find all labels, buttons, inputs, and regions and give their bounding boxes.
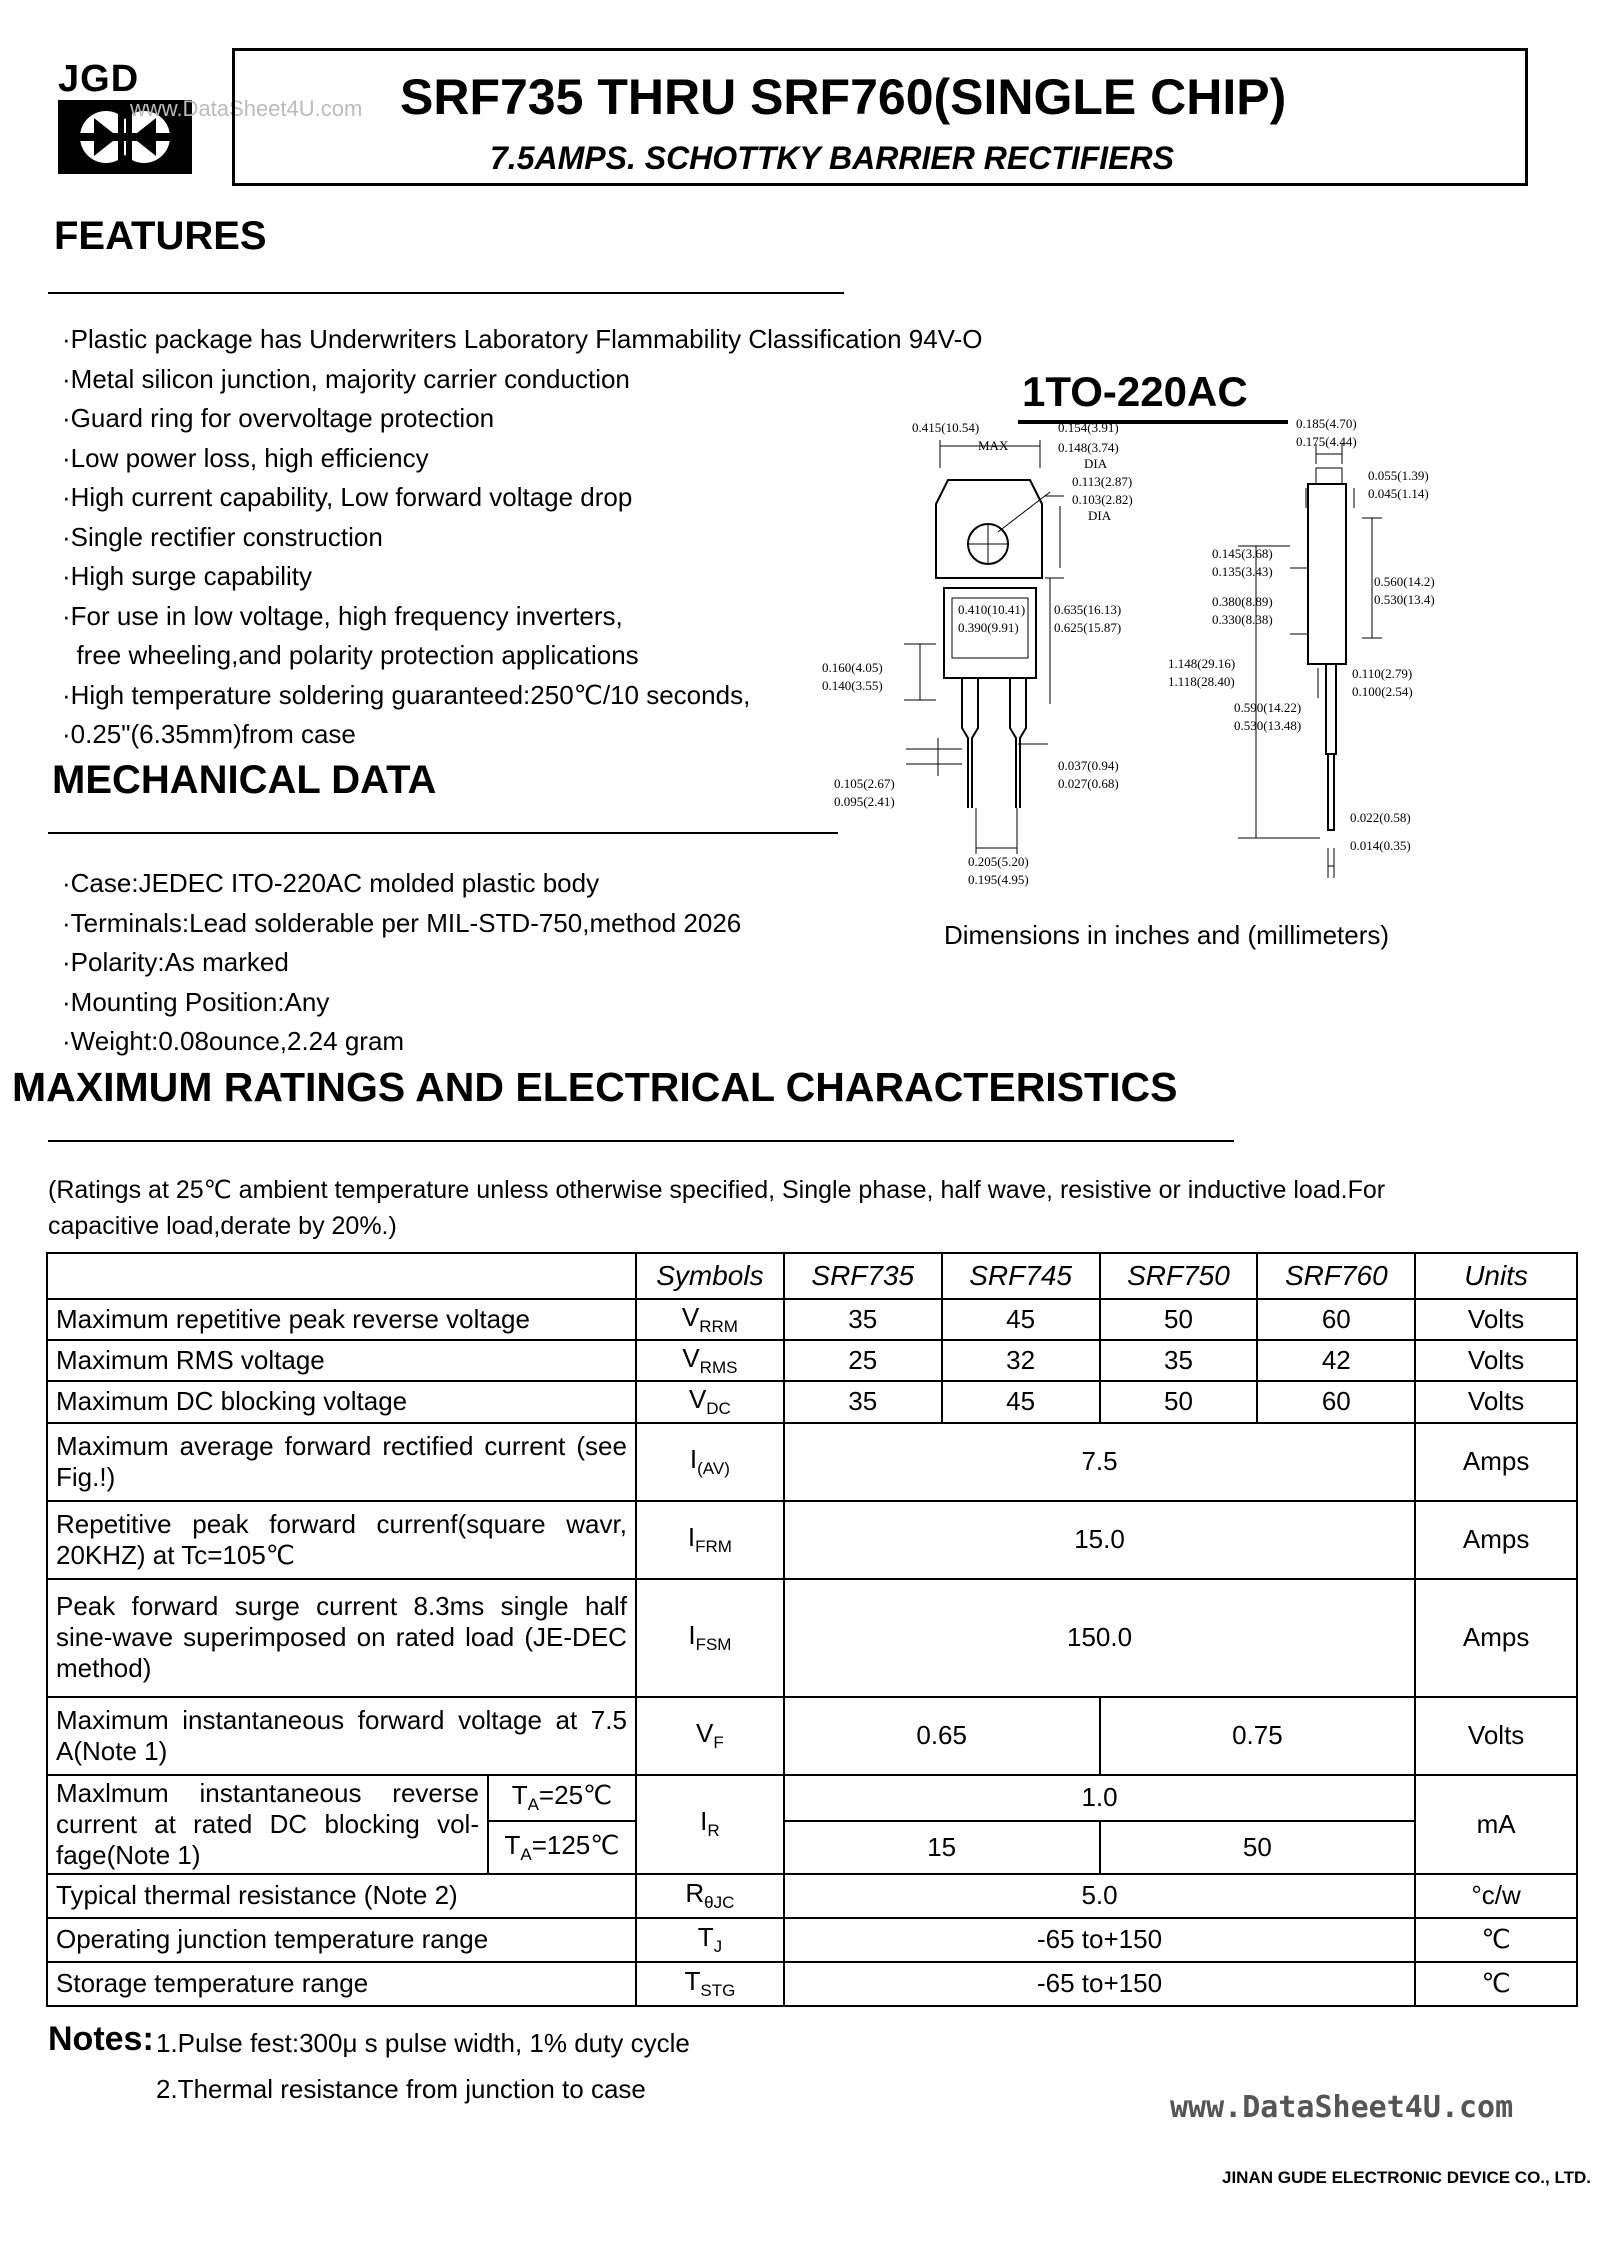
- feature-item: ·Low power loss, high efficiency: [62, 442, 429, 473]
- unit-cell: Volts: [1415, 1381, 1577, 1422]
- symbol-cell: $V_{DC}$: [636, 1381, 784, 1422]
- value-cell: 35: [1100, 1340, 1258, 1381]
- value-cell: 42: [1257, 1340, 1415, 1381]
- symbol-cell: $I_R$: [636, 1775, 784, 1874]
- dim-side-b-min: 0.330(8.38): [1212, 612, 1273, 627]
- ratings-note: (Ratings at 25℃ ambient temperature unless otherwise specified, Single phase, half wave, resistive or inductive load.For capacitive load,derate by 20%.): [48, 1176, 1386, 1240]
- dimension-caption: Dimensions in inches and (millimeters): [944, 920, 1390, 950]
- unit-cell: °c/w: [1415, 1874, 1577, 1918]
- dim-lead-span-min: 0.195(4.95): [968, 872, 1029, 887]
- param-cell: Maxlmum instantaneous reverse current at rated DC blocking vol-fage(Note 1): [47, 1775, 488, 1874]
- symbol-cell: $I_{(AV)}$: [636, 1423, 784, 1501]
- dim-body-width: 0.410(10.41): [958, 602, 1026, 617]
- param-cell: Maximum repetitive peak reverse voltage: [47, 1299, 636, 1340]
- mechanical-list: [62, 864, 741, 1062]
- condition-cell: $T_A=125℃$: [488, 1821, 636, 1874]
- dim-side-height-min: 0.530(13.4): [1374, 592, 1435, 607]
- value-cell: 0.65: [784, 1697, 1100, 1775]
- mechanical-item: ·Polarity:As marked: [62, 947, 289, 977]
- dim-tab-height: 0.160(4.05): [822, 660, 883, 675]
- feature-item: ·0.25"(6.35mm)from case: [62, 719, 356, 749]
- dim-tab-height-min: 0.140(3.55): [822, 678, 883, 693]
- feature-item: ·High surge capability: [62, 561, 313, 591]
- param-cell: Maximum DC blocking voltage: [47, 1381, 636, 1422]
- logo-text: JGD: [58, 58, 140, 100]
- param-cell: Maximum instantaneous forward voltage at 7.5 A(Note 1): [47, 1697, 636, 1775]
- value-cell: 15: [784, 1821, 1100, 1874]
- table-header-row: [47, 1253, 1577, 1299]
- value-cell: -65 to+150: [784, 1918, 1415, 1962]
- table-row: [47, 1918, 1577, 1962]
- watermark-top: www.DataSheet4U.com: [130, 96, 363, 121]
- value-cell: 7.5: [784, 1423, 1415, 1501]
- value-cell: 50: [1100, 1299, 1258, 1340]
- table-row: [47, 1381, 1577, 1422]
- table-row: [47, 1579, 1577, 1697]
- value-cell: 25: [784, 1340, 942, 1381]
- param-cell: Maximum average forward rectified current (see Fig.!): [47, 1423, 636, 1501]
- dim-body-height-min: 0.625(15.87): [1054, 620, 1122, 635]
- page-title: SRF735 THRU SRF760(SINGLE CHIP): [400, 69, 1287, 125]
- symbol-cell: $V_F$: [636, 1697, 784, 1775]
- param-cell: Peak forward surge current 8.3ms single half sine-wave superimposed on rated load (JE-DEC method): [47, 1579, 636, 1697]
- value-cell: 50: [1100, 1821, 1416, 1874]
- symbol-cell: $T_J$: [636, 1918, 784, 1962]
- unit-cell: Amps: [1415, 1423, 1577, 1501]
- param-cell: Repetitive peak forward currenf(square wavr, 20KHZ) at Tc=105℃: [47, 1501, 636, 1579]
- col-header-srf750: SRF750: [1100, 1253, 1258, 1299]
- unit-cell: Amps: [1415, 1501, 1577, 1579]
- table-row: [47, 1423, 1577, 1501]
- table-row: [47, 1340, 1577, 1381]
- param-cell: Typical thermal resistance (Note 2): [47, 1874, 636, 1918]
- symbol-cell: $V_{RMS}$: [636, 1340, 784, 1381]
- features-heading: FEATURES: [54, 214, 267, 258]
- feature-item: ·Plastic package has Underwriters Laboratory Flammability Classification 94V-O: [62, 324, 983, 354]
- dim-lead-span: 0.205(5.20): [968, 854, 1029, 869]
- value-cell: 50: [1100, 1381, 1258, 1422]
- dim-hole-pos-label: DIA: [1088, 508, 1112, 523]
- dim-lead-width: 0.037(0.94): [1058, 758, 1119, 773]
- param-cell: Operating junction temperature range: [47, 1918, 636, 1962]
- table-row: [47, 1697, 1577, 1775]
- value-cell: 150.0: [784, 1579, 1415, 1697]
- dim-max-label: MAX: [978, 438, 1009, 453]
- package-title: 1TO-220AC: [1022, 368, 1248, 415]
- symbol-cell: $V_{RRM}$: [636, 1299, 784, 1340]
- dim-lead-length-min: 0.530(13.48): [1234, 718, 1302, 733]
- dim-hole-dia-label: DIA: [1084, 456, 1108, 471]
- value-cell: 1.0: [784, 1775, 1415, 1821]
- unit-cell: mA: [1415, 1775, 1577, 1874]
- dim-side-a-min: 0.135(3.43): [1212, 564, 1273, 579]
- table-row: [47, 1874, 1577, 1918]
- ratings-table: [46, 1252, 1578, 2007]
- value-cell: 15.0: [784, 1501, 1415, 1579]
- value-cell: -65 to+150: [784, 1962, 1415, 2006]
- unit-cell: ℃: [1415, 1962, 1577, 2006]
- dim-thickness: 0.185(4.70): [1296, 416, 1357, 431]
- table-row: [47, 1775, 1577, 1821]
- mechanical-rule: [48, 832, 838, 834]
- note-item: 1.Pulse fest:300μ s pulse width, 1% duty cycle: [156, 2028, 690, 2058]
- dim-lead-offset-min: 0.100(2.54): [1352, 684, 1413, 699]
- mechanical-item: ·Mounting Position:Any: [62, 986, 330, 1017]
- col-header-srf745: SRF745: [942, 1253, 1100, 1299]
- symbol-cell: $I_{FRM}$: [636, 1501, 784, 1579]
- table-row: [47, 1501, 1577, 1579]
- feature-item: ·Metal silicon junction, majority carrier conduction: [62, 363, 630, 394]
- dim-hole-dia-min: 0.148(3.74): [1058, 440, 1119, 455]
- notes-label: Notes:: [48, 2020, 154, 2058]
- value-cell: 0.75: [1100, 1697, 1416, 1775]
- feature-item: ·High temperature soldering guaranteed:250℃/10 seconds,: [62, 679, 751, 710]
- dim-body-height: 0.635(16.13): [1054, 602, 1122, 617]
- unit-cell: Volts: [1415, 1299, 1577, 1340]
- dim-side-height: 0.560(14.2): [1374, 574, 1435, 589]
- mechanical-item: ·Weight:0.08ounce,2.24 gram: [62, 1026, 405, 1056]
- dim-overall-min: 1.118(28.40): [1168, 674, 1235, 689]
- condition-cell: $T_A=25℃$: [488, 1775, 636, 1821]
- value-cell: 35: [784, 1299, 942, 1340]
- dim-body-width-min: 0.390(9.91): [958, 620, 1019, 635]
- package-dimension-drawing: [820, 408, 1440, 908]
- param-cell: Storage temperature range: [47, 1962, 636, 2006]
- unit-cell: Amps: [1415, 1579, 1577, 1697]
- mechanical-item: ·Terminals:Lead solderable per MIL-STD-750,method 2026: [62, 907, 742, 938]
- dim-overall: 1.148(29.16): [1168, 656, 1236, 671]
- ratings-rule: [48, 1140, 1234, 1142]
- col-header-symbols: Symbols: [636, 1253, 784, 1299]
- symbol-cell: $R_{\theta JC}$: [636, 1874, 784, 1918]
- table-row: [47, 1962, 1577, 2006]
- dim-side-a: 0.145(3.68): [1212, 546, 1273, 561]
- col-header-srf735: SRF735: [784, 1253, 942, 1299]
- feature-item: ·High current capability, Low forward voltage drop: [62, 482, 633, 512]
- dim-lead-length: 0.590(14.22): [1234, 700, 1302, 715]
- param-cell: Maximum RMS voltage: [47, 1340, 636, 1381]
- dim-hole-dia: 0.154(3.91): [1058, 420, 1119, 435]
- feature-item: ·Guard ring for overvoltage protection: [62, 403, 495, 433]
- table-header-blank: [47, 1253, 636, 1299]
- dim-lead-offset: 0.110(2.79): [1352, 666, 1413, 681]
- symbol-cell: $I_{FSM}$: [636, 1579, 784, 1697]
- feature-item: free wheeling,and polarity protection applications: [62, 640, 639, 670]
- col-header-srf760: SRF760: [1257, 1253, 1415, 1299]
- dim-thickness-min: 0.175(4.44): [1296, 434, 1357, 449]
- company-name: JINAN GUDE ELECTRONIC DEVICE CO., LTD.: [1222, 2168, 1591, 2187]
- note-item: 2.Thermal resistance from junction to case: [156, 2074, 646, 2104]
- symbol-cell: $T_{STG}$: [636, 1962, 784, 2006]
- dim-lead-thickness: 0.022(0.58): [1350, 810, 1411, 825]
- dim-fin-min: 0.045(1.14): [1368, 486, 1429, 501]
- watermark-bottom: www.DataSheet4U.com: [1170, 2090, 1514, 2125]
- unit-cell: Volts: [1415, 1697, 1577, 1775]
- dim-lead-width-min: 0.027(0.68): [1058, 776, 1119, 791]
- col-header-units: Units: [1415, 1253, 1577, 1299]
- unit-cell: ℃: [1415, 1918, 1577, 1962]
- dim-side-b: 0.380(8.89): [1212, 594, 1273, 609]
- dim-max-width: 0.415(10.54): [912, 420, 980, 435]
- dim-hole-pos: 0.113(2.87): [1072, 474, 1133, 489]
- dim-lead-pitch: 0.105(2.67): [834, 776, 895, 791]
- value-cell: 45: [942, 1299, 1100, 1340]
- value-cell: 35: [784, 1381, 942, 1422]
- value-cell: 60: [1257, 1381, 1415, 1422]
- table-row: [47, 1299, 1577, 1340]
- page-subtitle: 7.5AMPS. SCHOTTKY BARRIER RECTIFIERS: [490, 140, 1174, 176]
- unit-cell: Volts: [1415, 1340, 1577, 1381]
- ratings-heading: MAXIMUM RATINGS AND ELECTRICAL CHARACTERISTICS: [12, 1064, 1178, 1110]
- dim-fin: 0.055(1.39): [1368, 468, 1429, 483]
- value-cell: 60: [1257, 1299, 1415, 1340]
- features-rule: [48, 292, 844, 294]
- feature-item: ·For use in low voltage, high frequency inverters,: [62, 600, 623, 631]
- mechanical-heading: MECHANICAL DATA: [52, 758, 437, 802]
- value-cell: 5.0: [784, 1874, 1415, 1918]
- dim-lead-pitch-min: 0.095(2.41): [834, 794, 895, 809]
- value-cell: 32: [942, 1340, 1100, 1381]
- dim-lead-thickness-min: 0.014(0.35): [1350, 838, 1411, 853]
- value-cell: 45: [942, 1381, 1100, 1422]
- feature-item: ·Single rectifier construction: [62, 521, 383, 552]
- mechanical-item: ·Case:JEDEC ITO-220AC molded plastic body: [62, 868, 600, 898]
- dim-hole-pos-min: 0.103(2.82): [1072, 492, 1133, 507]
